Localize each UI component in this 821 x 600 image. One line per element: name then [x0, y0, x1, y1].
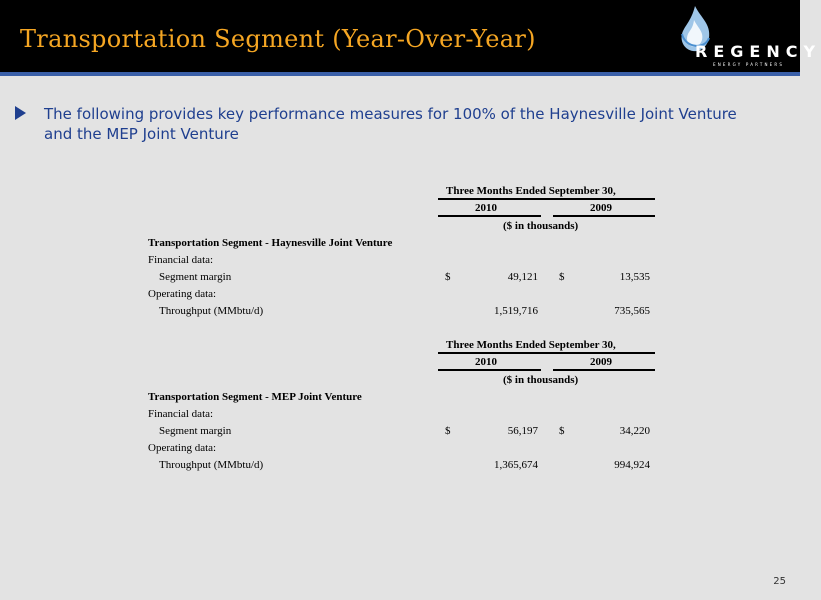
segment-margin-label: Segment margin — [159, 425, 232, 437]
header-divider — [0, 72, 800, 76]
operating-data-label: Operating data: — [148, 442, 217, 454]
throughput-label: Throughput (MMbtu/d) — [159, 305, 264, 317]
financial-data-label: Financial data: — [148, 254, 214, 266]
throughput-2010-value: 1,365,674 — [494, 459, 538, 471]
currency-symbol: $ — [559, 425, 565, 437]
logo-wordmark: REGENCY — [695, 42, 821, 61]
margin-2010-value: 56,197 — [507, 425, 538, 437]
operating-data-label: Operating data: — [148, 288, 217, 300]
currency-symbol: $ — [445, 425, 451, 437]
period-header: Three Months Ended September 30, — [446, 339, 616, 351]
mep-table — [0, 338, 800, 478]
units-label: ($ in thousands) — [503, 220, 579, 232]
throughput-label: Throughput (MMbtu/d) — [159, 459, 264, 471]
section-title: Transportation Segment - MEP Joint Venture — [148, 391, 362, 403]
units-label: ($ in thousands) — [503, 374, 579, 386]
currency-symbol: $ — [445, 271, 451, 283]
page-number: 25 — [773, 576, 786, 587]
throughput-2009-value: 735,565 — [614, 305, 650, 317]
throughput-2009-value: 994,924 — [614, 459, 650, 471]
year-2010-underline — [438, 215, 541, 217]
bullet-text: The following provides key performance measures for 100% of the Haynesville Joint Venture and the MEP Joint Venture — [44, 105, 737, 143]
year-2009-header: 2009 — [590, 202, 612, 214]
margin-2009-value: 13,535 — [619, 271, 650, 283]
haynesville-table — [0, 184, 800, 324]
financial-data-label: Financial data: — [148, 408, 214, 420]
segment-margin-label: Segment margin — [159, 271, 232, 283]
margin-2010-value: 49,121 — [507, 271, 538, 283]
year-2010-header: 2010 — [475, 356, 497, 368]
header-underline — [438, 352, 655, 354]
logo-tagline: ENERGY PARTNERS — [713, 62, 785, 67]
section-title: Transportation Segment - Haynesville Joint Venture — [148, 237, 393, 249]
regency-logo — [675, 2, 821, 70]
year-2009-underline — [553, 215, 655, 217]
period-header: Three Months Ended September 30, — [446, 185, 616, 197]
throughput-2010-value: 1,519,716 — [494, 305, 538, 317]
year-2009-underline — [553, 369, 655, 371]
year-2010-header: 2010 — [475, 202, 497, 214]
header-bar — [0, 0, 821, 72]
slide-title: Transportation Segment (Year-Over-Year) — [20, 25, 536, 53]
bullet-arrow-icon — [15, 106, 26, 120]
currency-symbol: $ — [559, 271, 565, 283]
header-underline — [438, 198, 655, 200]
year-2009-header: 2009 — [590, 356, 612, 368]
margin-2009-value: 34,220 — [619, 425, 650, 437]
year-2010-underline — [438, 369, 541, 371]
